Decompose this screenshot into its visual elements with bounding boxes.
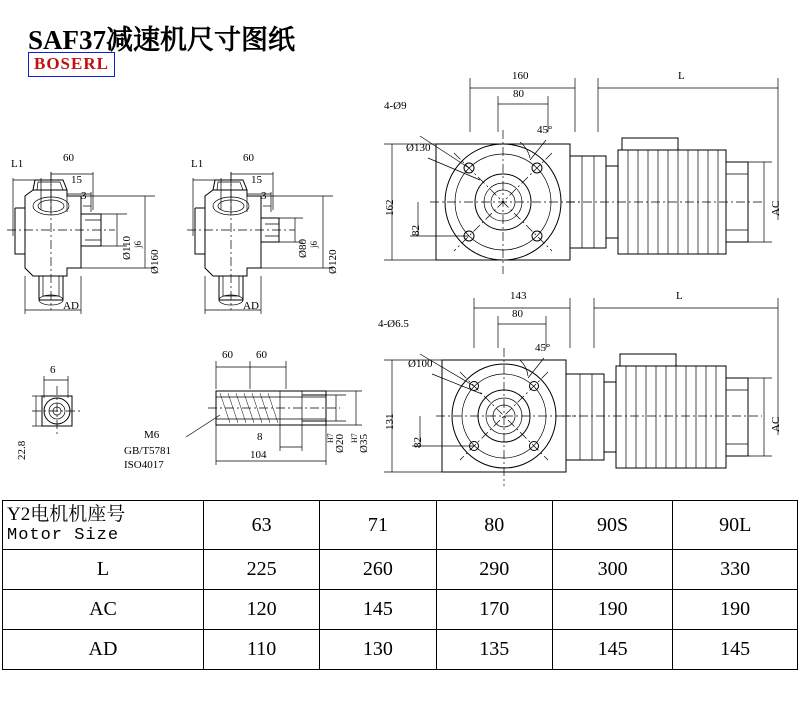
cell-l-90s: 300 xyxy=(552,550,673,590)
dim-60-a: 60 xyxy=(222,349,233,361)
dim-8: 8 xyxy=(257,431,263,443)
cell-l-80: 290 xyxy=(436,550,552,590)
dim-45deg-bottom: 45° xyxy=(535,342,551,354)
dim-60-b: 60 xyxy=(256,349,267,361)
cell-ac-90s: 190 xyxy=(552,590,673,630)
dim-L-top: L xyxy=(678,70,685,82)
col-header-90s: 90S xyxy=(552,501,673,550)
cell-l-63: 225 xyxy=(204,550,320,590)
cell-ac-80: 170 xyxy=(436,590,552,630)
cell-ad-90l: 145 xyxy=(673,630,798,670)
cell-l-71: 260 xyxy=(320,550,436,590)
dim-45deg-top: 45° xyxy=(537,124,553,136)
hollow-shaft-detail xyxy=(124,349,370,485)
dim-60-mid: 60 xyxy=(243,152,254,164)
cell-ac-71: 145 xyxy=(320,590,436,630)
dim-dia80: Ø80 xyxy=(297,239,309,258)
col-header-71: 71 xyxy=(320,501,436,550)
page-title: SAF37减速机尺寸图纸 xyxy=(28,25,296,55)
row-label-l: L xyxy=(3,550,204,590)
left-end-view-110 xyxy=(5,150,195,330)
thread-m6: M6 xyxy=(144,429,160,441)
std-iso4017: ISO4017 xyxy=(124,459,164,471)
dim-82-top: 82 xyxy=(410,225,422,236)
dim-ad-left: AD xyxy=(63,300,79,312)
dim-L-bottom: L xyxy=(676,290,683,302)
dim-104: 104 xyxy=(250,449,267,461)
dim-AC-top: AC xyxy=(770,200,782,216)
cell-ad-63: 110 xyxy=(204,630,320,670)
dim-dia20: Ø20 xyxy=(334,434,346,453)
std-gbt5781: GB/T5781 xyxy=(124,445,172,457)
col-header-80: 80 xyxy=(436,501,552,550)
dim-dia160: Ø160 xyxy=(149,249,161,274)
left-end-view-80 xyxy=(185,150,375,330)
cell-ad-71: 130 xyxy=(320,630,436,670)
dim-80-bottom: 80 xyxy=(512,308,523,320)
dim-l1-mid: L1 xyxy=(191,158,204,170)
top-assembly-view xyxy=(370,70,790,285)
dim-82-bottom: 82 xyxy=(412,437,424,448)
dim-AC-bottom: AC xyxy=(770,416,782,432)
dim-3-left: 3 xyxy=(81,190,87,202)
table-header-row xyxy=(3,501,798,550)
dim-80-top: 80 xyxy=(513,88,524,100)
dim-131: 131 xyxy=(384,413,396,430)
motor-size-en: Motor Size xyxy=(7,526,120,545)
table-row-ad xyxy=(3,630,798,670)
dim-dia100: Ø100 xyxy=(408,358,433,370)
dim-l1-left: L1 xyxy=(11,158,24,170)
cell-l-90l: 330 xyxy=(673,550,798,590)
table-row-l xyxy=(3,550,798,590)
table-header-motor-size xyxy=(3,501,204,550)
tol-j6-left: j6 xyxy=(133,240,143,248)
row-label-ac: AC xyxy=(3,590,204,630)
table-row-ac xyxy=(3,590,798,630)
bottom-assembly-view xyxy=(370,290,790,495)
brand-logo: BOSERL xyxy=(28,52,115,77)
dim-dia35: Ø35 xyxy=(358,434,370,453)
motor-size-cn: Y2电机机座号 xyxy=(7,504,126,525)
dim-15-left: 15 xyxy=(71,174,82,186)
dim-6-shaft: 6 xyxy=(50,364,56,376)
cell-ad-90s: 145 xyxy=(552,630,673,670)
dim-160: 160 xyxy=(512,70,529,82)
dim-15-mid: 15 xyxy=(251,174,262,186)
dim-4xdia9: 4-Ø9 xyxy=(384,100,407,112)
dimension-table xyxy=(2,500,798,670)
shaft-end-view xyxy=(10,362,120,472)
dim-162: 162 xyxy=(384,199,396,216)
tol-h7-35: H7 xyxy=(350,433,359,443)
col-header-63: 63 xyxy=(204,501,320,550)
cell-ad-80: 135 xyxy=(436,630,552,670)
dim-dia120: Ø120 xyxy=(327,249,339,274)
cell-ac-63: 120 xyxy=(204,590,320,630)
col-header-90l: 90L xyxy=(673,501,798,550)
dim-dia130: Ø130 xyxy=(406,142,431,154)
row-label-ad: AD xyxy=(3,630,204,670)
dim-60-left: 60 xyxy=(63,152,74,164)
tol-h7-20: H7 xyxy=(326,433,335,443)
cell-ac-90l: 190 xyxy=(673,590,798,630)
dim-4xdia6-5: 4-Ø6.5 xyxy=(378,318,409,330)
dim-dia110: Ø110 xyxy=(121,235,133,260)
dim-22-8: 22.8 xyxy=(16,440,28,460)
dim-ad-mid: AD xyxy=(243,300,259,312)
dim-3-mid: 3 xyxy=(261,190,267,202)
tol-j6-mid: j6 xyxy=(309,240,319,248)
dim-143: 143 xyxy=(510,290,527,302)
